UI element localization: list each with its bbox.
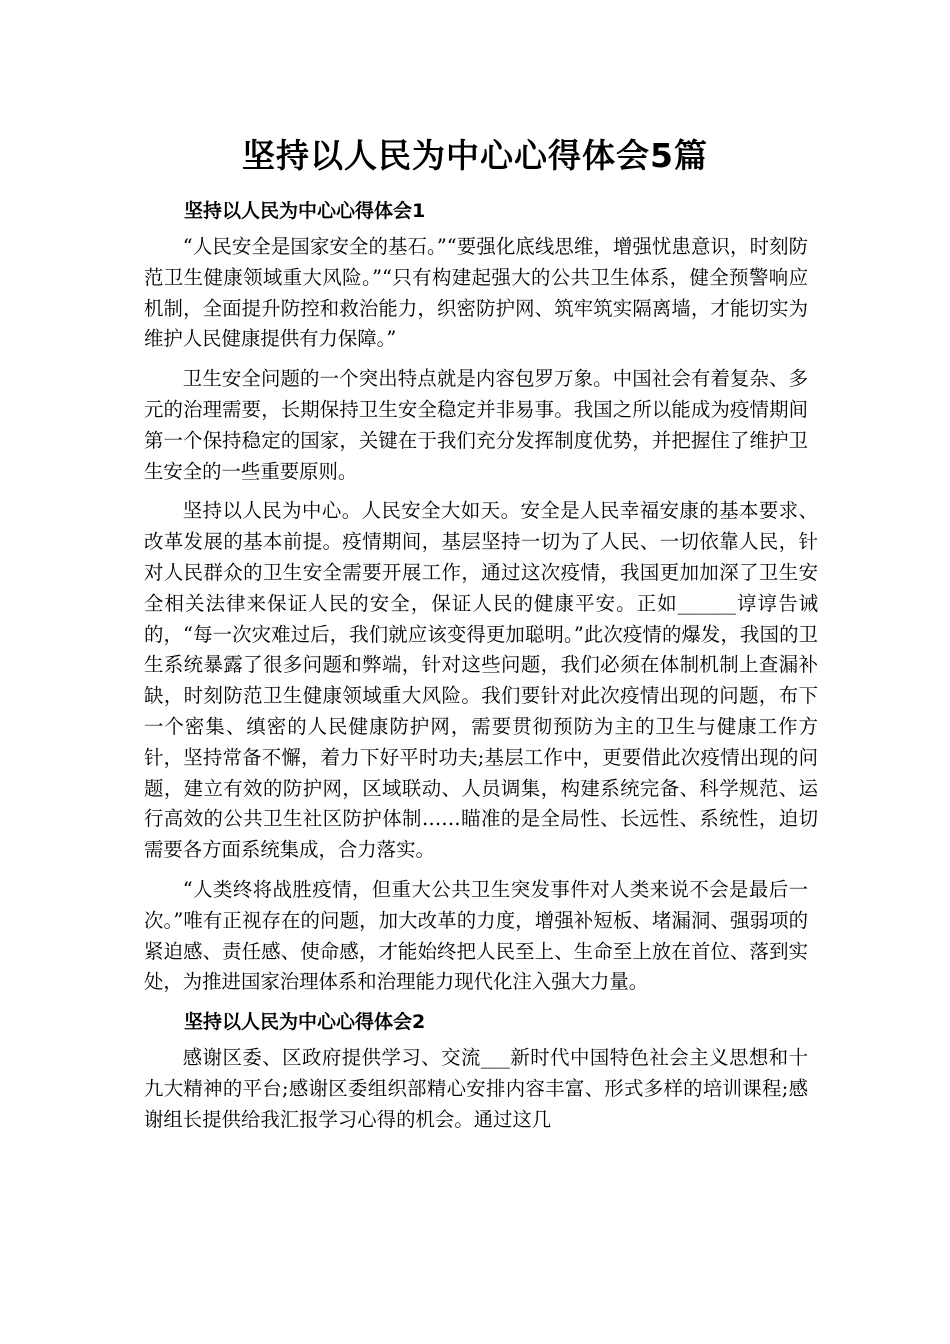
paragraph: 坚持以人民为中心。人民安全大如天。安全是人民幸福安康的基本要求、改革发展的基本前提。疫情期间，基层坚持一切为了人民、一切依靠人民，针对人民群众的卫生安全需要开展工作，通过这次疫情，我国更加加深了卫生安全相关法律来保证人民的安全，保证人民的健康平安。正如______谆谆告诫的，“每一次灾难过后，我们就应该变得更加聪明。”此次疫情的爆发，我国的卫生系统暴露了很多问题和弊端，针对这些问题，我们必须在体制机制上查漏补缺，时刻防范卫生健康领域重大风险。我们要针对此次疫情出现的问题，布下一个密集、缜密的人民健康防护网，需要贯彻预防为主的卫生与健康工作方针，坚持常备不懈，着力下好平时功夫;基层工作中，更要借此次疫情出现的问题，建立有效的防护网，区域联动、人员调集，构建系统完备、科学规范、运行高效的公共卫生社区防护体制……瞄准的是全局性、长远性、系统性，迫切需要各方面系统集成，合力落实。 xyxy=(144,499,818,862)
paragraph: “人民安全是国家安全的基石。”“要强化底线思维，增强忧患意识，时刻防范卫生健康领域重大风险。”“只有构建起强大的公共卫生体系，健全预警响应机制，全面提升防控和救治能力，织密防护网、筑牢筑实隔离墙，才能切实为维护人民健康提供有力保障。” xyxy=(144,235,808,351)
paragraph: 感谢区委、区政府提供学习、交流___新时代中国特色社会主义思想和十九大精神的平台;感谢区委组织部精心安排内容丰富、形式多样的培训课程;感谢组长提供给我汇报学习心得的机会。通过这几 xyxy=(144,1046,808,1131)
document-body xyxy=(144,196,818,1145)
paragraph: “人类终将战胜疫情，但重大公共卫生突发事件对人类来说不会是最后一次。”唯有正视存在的问题，加大改革的力度，增强补短板、堵漏洞、强弱项的紧迫感、责任感、使命感，才能始终把人民至上、生命至上放在首位、落到实处，为推进国家治理体系和治理能力现代化注入强大力量。 xyxy=(144,877,808,994)
section-heading-2: 坚持以人民为中心心得体会2 xyxy=(184,1011,426,1034)
section-heading-1: 坚持以人民为中心心得体会1 xyxy=(184,200,426,222)
paragraph: 卫生安全问题的一个突出特点就是内容包罗万象。中国社会有着复杂、多元的治理需要，长期保持卫生安全稳定并非易事。我国之所以能成为疫情期间第一个保持稳定的国家，关键在于我们充分发挥制度优势，并把握住了维护卫生安全的一些重要原则。 xyxy=(144,367,808,483)
document-title: 坚持以人民为中心心得体会5篇 xyxy=(242,136,708,175)
